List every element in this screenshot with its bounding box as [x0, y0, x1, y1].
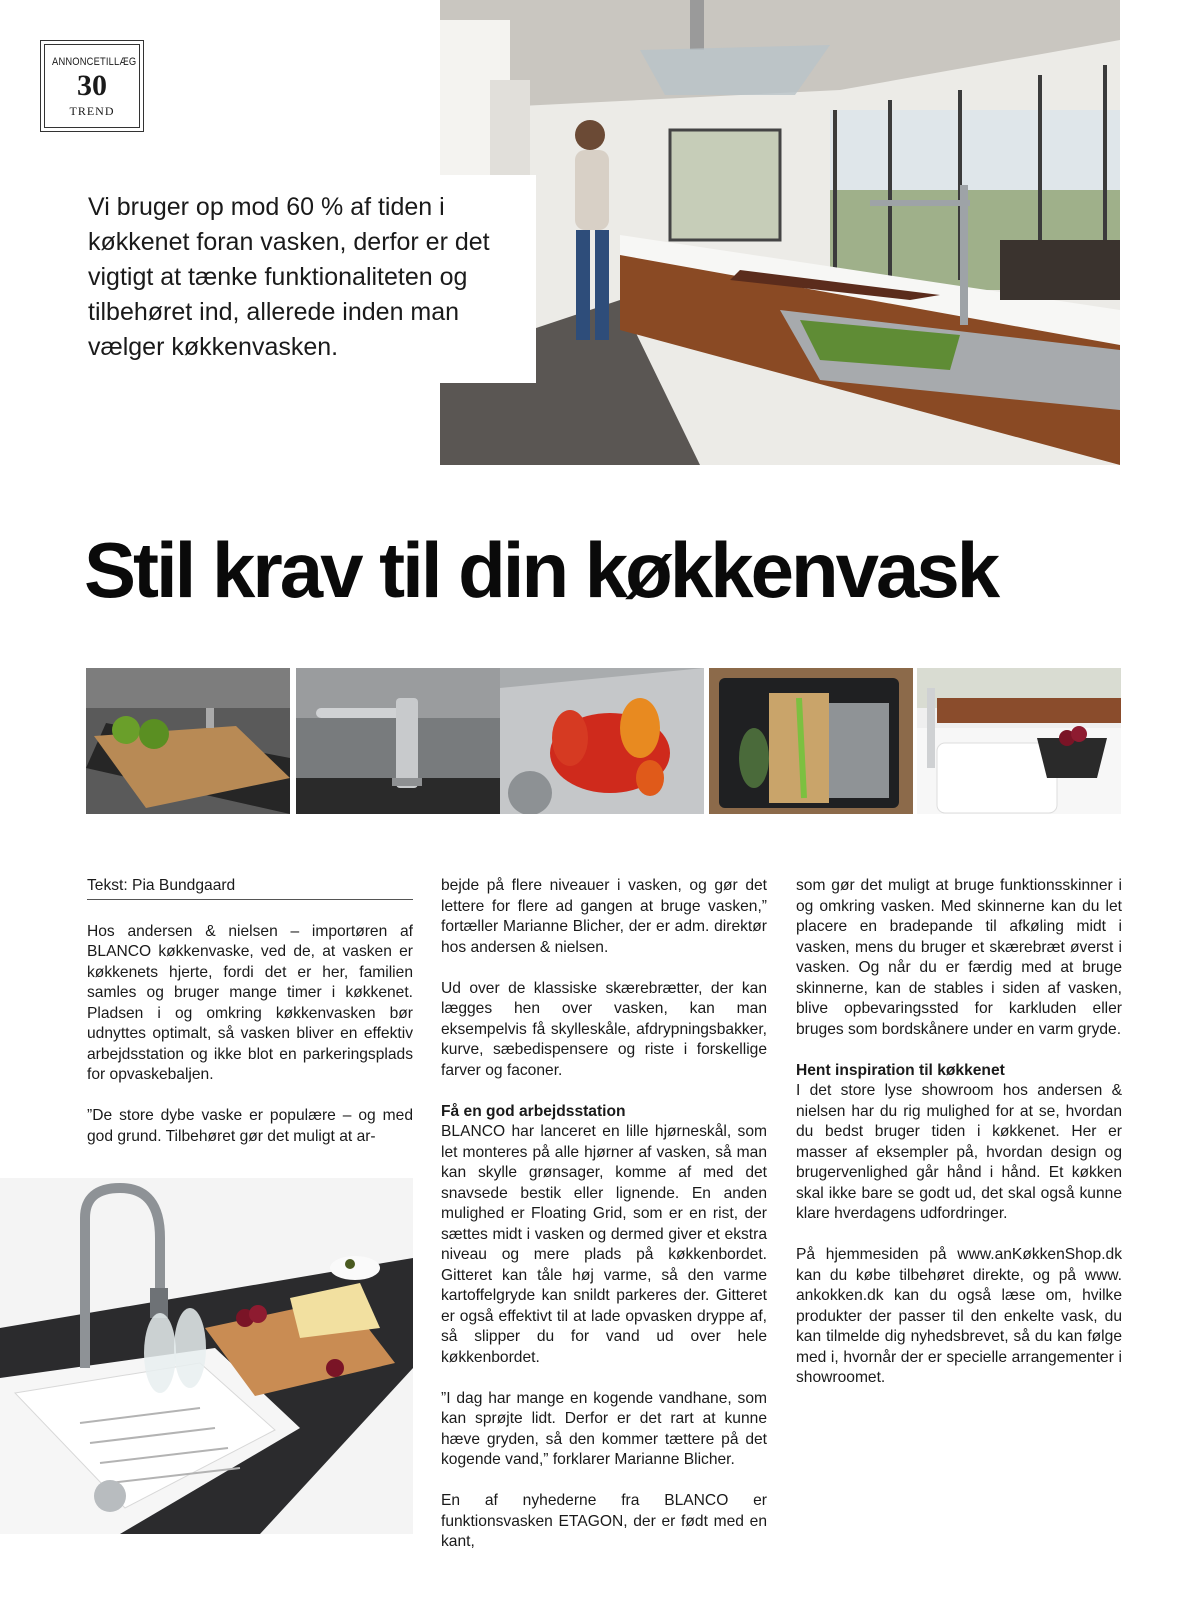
intro-text: Vi bruger op mod 60 % af tiden i køkkenet foran vasken, derfor er det vigtigt at tænke funktionaliteten og tilbehøret ind, allerede inden man vælger køkkenvasken.	[88, 193, 490, 361]
paragraph: På hjemmesiden på www.anKøkkenShop.dk kan du købe tilbehøret direkte, og på www. ankokken.dk kan du også læse om, hvilke produkter der passer til den enkelte vask, du kan tilmelde dig nyhedsbrevet, så du kan følge med i, hvornår der er specielle arrangementer i showroomet.	[796, 1246, 1122, 1386]
soap-dispenser-photo	[296, 668, 500, 814]
black-sink-photo	[709, 668, 913, 814]
column-1	[87, 876, 413, 1168]
subheading: Hent inspiration til køkkenet	[796, 1061, 1005, 1079]
paragraph: Ud over de klassiske skærebrætter, der kan lægges hen over vasken, kan man eksempelvis få skylleskåle, afdrypningsbakker, kurve, sæbedispensere og riste i forskellige farver og faconer.	[441, 979, 767, 1079]
corner-bowl-photo	[917, 668, 1121, 814]
paragraph: Hos andersen & nielsen – importøren af BLANCO køkkenvaske, ved de, at vasken er køkkenets hjerte, fordi det er her, familien samles og bruger mange timer i køkkenet. Pladsen i og omkring køkkenvasken bør udnyttes optimalt, så vasken bliver en effektiv arbejdsstation og ikke blot en parkeringsplads for opvaskebaljen.	[87, 922, 413, 1083]
section-badge	[40, 40, 144, 132]
paragraph: BLANCO har lanceret en lille hjørneskål, som let monteres på alle hjørner af vasken, så man kan skylle grønsager, komme af med det snavsede bestik eller lignende. En anden mulighed er Floating Grid, som er en rist, der sættes midt i vasken og dermed giver et ekstra niveau og mere plads på køkkenbordet. Gitteret kan tåle høj varme, så den varme kartoffelgryde kan snildt parkeres der. Gitteret er også effektivt til at lade opvasken dryppe af, så slipper du for vand ud over hele køkkenbordet.	[441, 1123, 767, 1366]
paragraph: I det store lyse showroom hos andersen & nielsen har du rig mulighed for at se, hvordan du bedst bruger tiden i køkkenet. Her er masser af eksempler på, hvordan design og brugervenlighed går hånd i hånd. Et køkken skal ikke bare se godt ud, det skal også kunne klare hverdagens udfordringer.	[796, 1082, 1122, 1222]
colander-peppers-photo	[500, 668, 704, 814]
byline: Tekst: Pia Bundgaard	[87, 876, 413, 900]
badge-frame	[44, 44, 140, 128]
hero-kitchen-photo	[440, 0, 1120, 465]
column-3	[796, 876, 1122, 1409]
headline: Stil krav til din køkkenvask	[84, 526, 998, 614]
paragraph: En af nyhederne fra BLANCO er funktionsvasken ETAGON, der er født med en kant,	[441, 1492, 767, 1550]
column-2	[441, 876, 767, 1573]
paragraph: ”De store dybe vaske er populære – og med god grund. Tilbehøret gør det muligt at ar-	[87, 1107, 413, 1145]
paragraph: bejde på flere niveauer i vasken, og gør det lettere for flere ad gangen at bruge vasken,” fortæller Marianne Blicher, der er adm. direktør hos andersen & nielsen.	[441, 877, 767, 956]
subheading: Få en god arbejdsstation	[441, 1102, 626, 1120]
badge-label: ANNONCETILLÆG	[52, 56, 137, 68]
cutting-board-photo	[86, 668, 290, 814]
white-sink-photo	[0, 1178, 413, 1534]
paragraph: ”I dag har mange en kogende vandhane, som kan sprøjte lidt. Derfor er det rart at kunne hæve gryden, så den kommer tættere på det kogende vand,” forklarer Marianne Blicher.	[441, 1389, 767, 1468]
section-name: TREND	[69, 104, 115, 118]
paragraph: som gør det muligt at bruge funktionsskinner i og omkring vasken. Med skinnerne kan du let placere en bradepande til afkøling midt i vasken, mens du bruger et skærebræt øverst i vasken. Og når du er færdig med at bruge skinnerne, kan de stables i siden af vasken, blive opbevaringssted for karkluden eller bruges som bordskånere under en varm gryde.	[796, 877, 1122, 1038]
page-number: 30	[77, 69, 107, 102]
